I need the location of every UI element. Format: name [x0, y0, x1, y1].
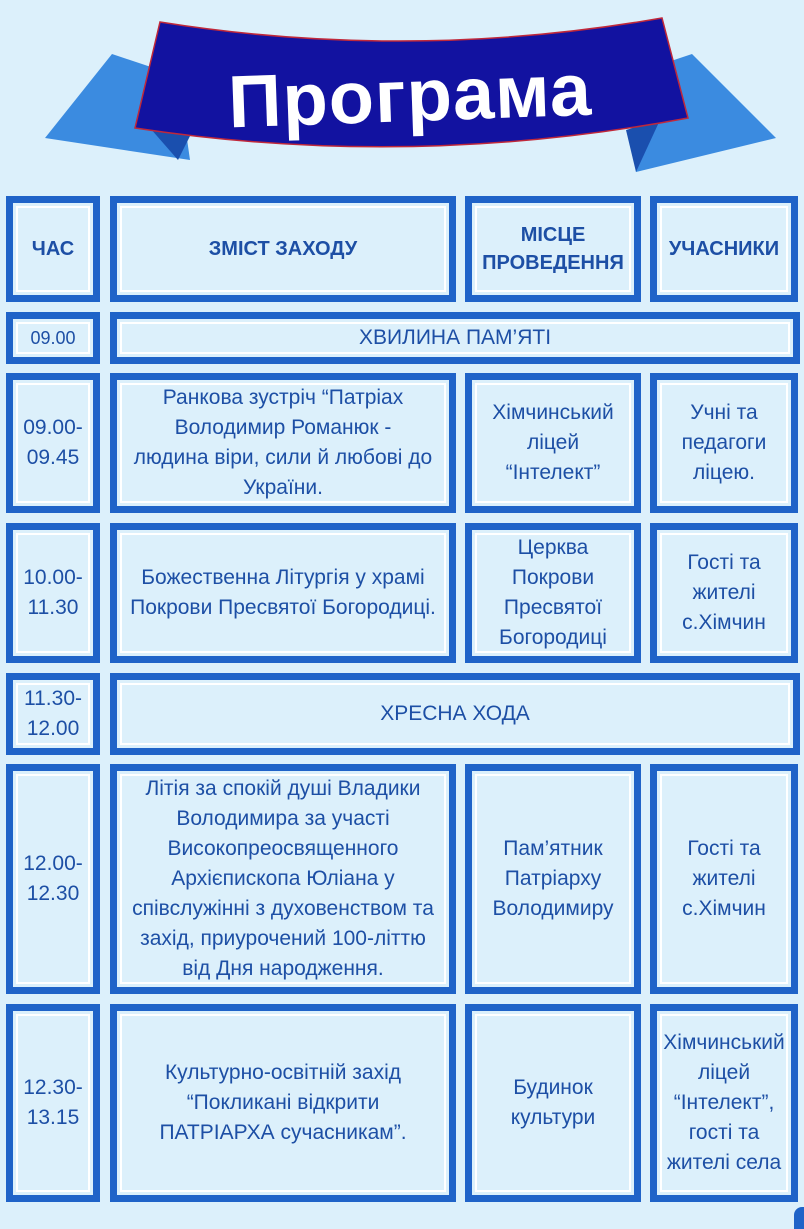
row-3-place: Церква Покрови Пресвятої Богородиці — [465, 523, 641, 663]
row-3-event: Божественна Літургія у храмі Покрови Пресвятої Богородиці. — [110, 523, 456, 663]
row-4-time: 11.30- 12.00 — [6, 673, 100, 755]
row-1-event: ХВИЛИНА ПАМ’ЯТІ — [110, 312, 800, 364]
corner-decoration — [794, 1207, 804, 1229]
row-6-place: Будинок культури — [465, 1004, 641, 1202]
row-5-event: Літія за спокій душі Владики Володимира за участі Високопреосвященного Архієпископа Юліана у співслужінні з духовенством та захід, приурочений 100-літтю від Дня народження. — [110, 764, 456, 994]
header-content: ЗМІСТ ЗАХОДУ — [110, 196, 456, 302]
row-2-place: Хімчинський ліцей “Інтелект” — [465, 373, 641, 513]
header-time: ЧАС — [6, 196, 100, 302]
page-title: Програма — [226, 47, 594, 143]
row-5-place: Пам’ятник Патріарху Володимиру — [465, 764, 641, 994]
row-2-participants: Учні та педагоги ліцею. — [650, 373, 798, 513]
row-2-event: Ранкова зустріч “Патріах Володимир Романюк - людина віри, сили й любові до України. — [110, 373, 456, 513]
row-5-participants: Гості та жителі с.Хімчин — [650, 764, 798, 994]
row-1-time: 09.00 — [6, 312, 100, 364]
row-2-time: 09.00- 09.45 — [6, 373, 100, 513]
row-5-time: 12.00- 12.30 — [6, 764, 100, 994]
row-6-participants: Хімчинський ліцей “Інтелект”, гості та жителі села — [650, 1004, 798, 1202]
header-participants: УЧАСНИКИ — [650, 196, 798, 302]
row-3-time: 10.00- 11.30 — [6, 523, 100, 663]
row-6-time: 12.30- 13.15 — [6, 1004, 100, 1202]
row-3-participants: Гості та жителі с.Хімчин — [650, 523, 798, 663]
header-place: МІСЦЕ ПРОВЕДЕННЯ — [465, 196, 641, 302]
row-6-event: Культурно-освітній захід “Покликані відкрити ПАТРІАРХА сучасникам”. — [110, 1004, 456, 1202]
row-4-event: ХРЕСНА ХОДА — [110, 673, 800, 755]
